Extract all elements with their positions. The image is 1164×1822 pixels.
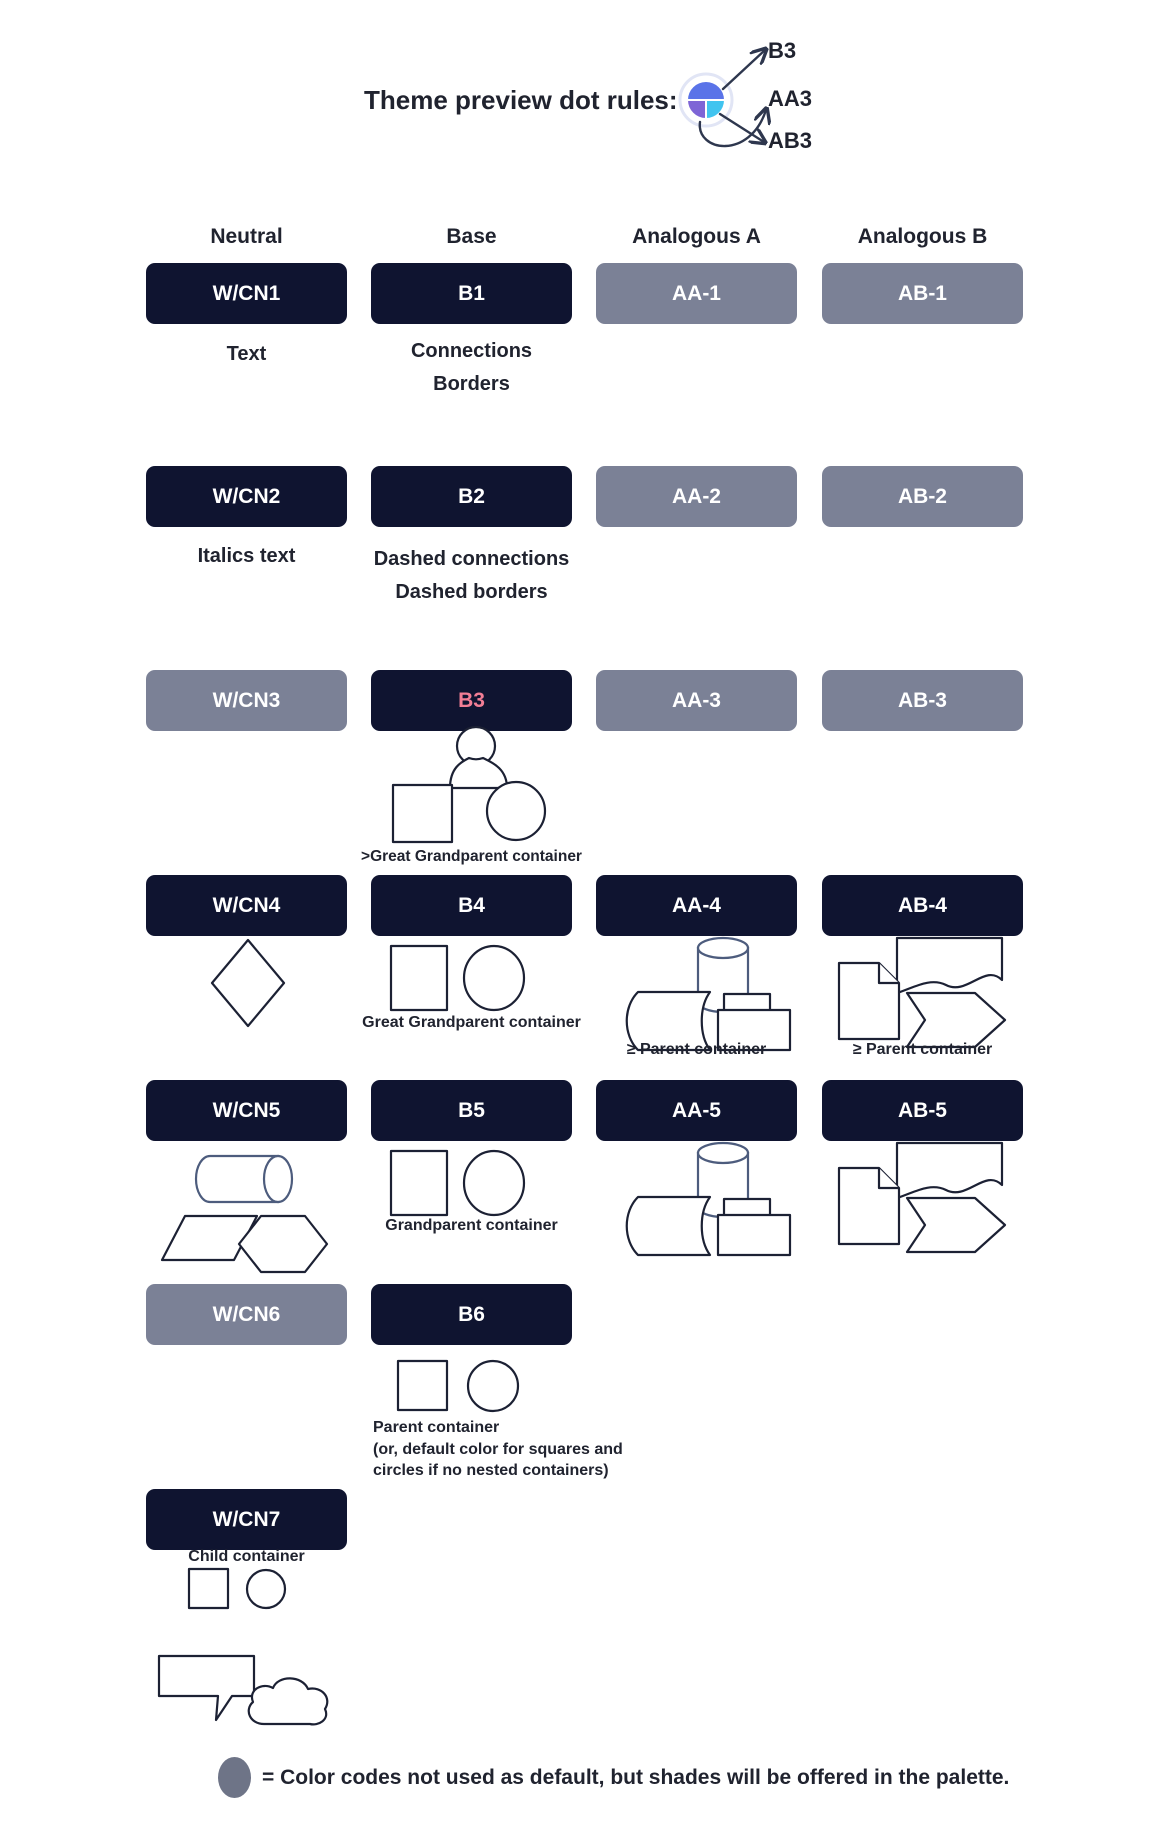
circle-shape [247, 1570, 285, 1608]
ellipse-shape [464, 946, 524, 1010]
swatch-ab2 [822, 466, 1023, 527]
swatch-wcn1 [146, 263, 347, 324]
swatch-aa5 [596, 1080, 797, 1141]
swatch-label: B6 [458, 1302, 485, 1326]
horizontal-cylinder-cap-shape [264, 1156, 292, 1202]
swatch-label: B4 [458, 893, 485, 917]
swatch-wcn7 [146, 1489, 347, 1550]
swatch-label: B3 [458, 688, 485, 712]
wavy-document-shape [897, 1143, 1002, 1198]
swatch-ab1 [822, 263, 1023, 324]
arrow-to-b3 [723, 50, 765, 89]
swatch-ab3 [822, 670, 1023, 731]
note-line: Borders [433, 373, 510, 395]
swatch-label: AB-2 [897, 484, 947, 508]
square-shape [398, 1361, 447, 1410]
folder-tab-shape [724, 1199, 770, 1216]
swatch-label: W/CN5 [212, 1098, 281, 1122]
legend-text: = Color codes not used as default, but shades will be offered in the palette. [262, 1766, 1010, 1789]
stored-data-shape [627, 1197, 710, 1255]
chevron-arrow-shape [907, 993, 1005, 1047]
cylinder-storeddata-folder-shapes [620, 1135, 795, 1260]
person-square-circle-shapes [385, 724, 560, 848]
person-shoulders-shape [450, 758, 507, 788]
caption-parent-container [373, 1417, 643, 1482]
caption-aa-parent: ≥ Parent container [626, 1041, 767, 1058]
square-circle-shapes [395, 1357, 525, 1415]
swatch-label: W/CN3 [212, 688, 281, 712]
swatch-b6 [371, 1284, 572, 1345]
swatch-ab4 [822, 875, 1023, 936]
legend-gray-dot-icon [218, 1757, 251, 1798]
swatch-label: W/CN2 [212, 484, 281, 508]
page-title: Theme preview dot rules: [364, 85, 678, 115]
swatch-wcn4 [146, 875, 347, 936]
swatch-aa2 [596, 466, 797, 527]
note-line: Connections [410, 340, 533, 362]
swatch-label: AA-5 [671, 1098, 721, 1122]
ellipse-shape [464, 1151, 524, 1215]
dot-segment-bottom-left [687, 100, 706, 119]
page-wavydoc-chevron-shapes [835, 935, 1010, 1050]
note-text: Text [226, 343, 267, 365]
note-italics-text: Italics text [197, 545, 296, 567]
swatch-label: AA-4 [671, 893, 721, 917]
swatch-label: AA-2 [671, 484, 721, 508]
caption-line: circles if no nested containers) [373, 1462, 609, 1479]
swatch-label: W/CN6 [212, 1302, 281, 1326]
square-shape [393, 785, 452, 842]
diamond-shape [208, 936, 288, 1030]
swatch-label: AB-4 [897, 893, 947, 917]
note-line: Dashed borders [395, 581, 548, 603]
swatch-aa3 [596, 670, 797, 731]
swatch-label: B2 [458, 484, 485, 508]
page-wavydoc-chevron-shapes [835, 1140, 1010, 1255]
column-header-neutral: Neutral [210, 225, 283, 248]
swatch-label: W/CN1 [212, 281, 281, 305]
swatch-label: AA-1 [671, 281, 721, 305]
swatch-label: B5 [458, 1098, 485, 1122]
caption-line: Parent container [373, 1419, 500, 1436]
caption-line: (or, default color for squares and [373, 1440, 623, 1458]
caption-child-container: Child container [188, 1548, 305, 1565]
swatch-label: AB-1 [897, 281, 947, 305]
swatch-wcn5 [146, 1080, 347, 1141]
square-ellipse-shapes [388, 1148, 528, 1218]
square-shape [391, 1151, 447, 1215]
note-connections-borders [371, 335, 572, 401]
swatch-b2 [371, 466, 572, 527]
swatch-wcn3 [146, 670, 347, 731]
swatch-b1 [371, 263, 572, 324]
square-shape [391, 946, 447, 1010]
column-header-analogous-b: Analogous B [857, 225, 988, 248]
dot-segment-top [687, 81, 725, 100]
dot-rule-label-b3: B3 [768, 38, 797, 63]
swatch-wcn6 [146, 1284, 347, 1345]
speechbubble-cloud-shapes [156, 1642, 336, 1734]
square-ellipse-shapes [388, 943, 528, 1013]
chevron-arrow-shape [907, 1198, 1005, 1252]
folder-body-shape [718, 1215, 790, 1255]
column-header-analogous-a: Analogous A [632, 225, 761, 248]
cylinder-storeddata-folder-shapes [620, 930, 795, 1055]
note-line: Dashed connections [373, 548, 570, 570]
caption-great-grandparent: Great Grandparent container [362, 1014, 581, 1031]
swatch-aa1 [596, 263, 797, 324]
speech-bubble-shape [159, 1656, 254, 1720]
square-circle-shapes [186, 1566, 296, 1612]
circle-shape [468, 1361, 518, 1411]
diamond-outline [212, 940, 284, 1026]
swatch-b4 [371, 875, 572, 936]
circle-shape [487, 782, 545, 840]
swatch-b5 [371, 1080, 572, 1141]
swatch-label: AA-3 [671, 688, 721, 712]
folder-tab-shape [724, 994, 770, 1011]
swatch-aa4 [596, 875, 797, 936]
cloud-shape [249, 1678, 328, 1724]
square-shape [189, 1569, 228, 1608]
caption-grandparent: Grandparent container [385, 1217, 558, 1234]
dot-rule-label-ab3: AB3 [768, 128, 813, 153]
swatch-b3 [371, 670, 572, 731]
swatch-label: AB-3 [897, 688, 947, 712]
cylinder-top-shape [698, 938, 748, 958]
cylinder-parallelogram-hexagon-shapes [158, 1148, 333, 1276]
swatch-label: B1 [458, 281, 485, 305]
caption-ab-parent: ≥ Parent container [852, 1041, 993, 1058]
cylinder-top-shape [698, 1143, 748, 1163]
swatch-label: AB-5 [897, 1098, 947, 1122]
column-header-base: Base [446, 225, 497, 248]
swatch-label: W/CN7 [212, 1507, 281, 1531]
swatch-ab5 [822, 1080, 1023, 1141]
caption-great-grandparent-gt: >Great Grandparent container [361, 848, 582, 865]
note-dashed [331, 543, 612, 609]
wavy-document-shape [897, 938, 1002, 993]
swatch-wcn2 [146, 466, 347, 527]
swatch-label: W/CN4 [212, 893, 281, 917]
dot-rule-label-aa3: AA3 [768, 86, 813, 111]
